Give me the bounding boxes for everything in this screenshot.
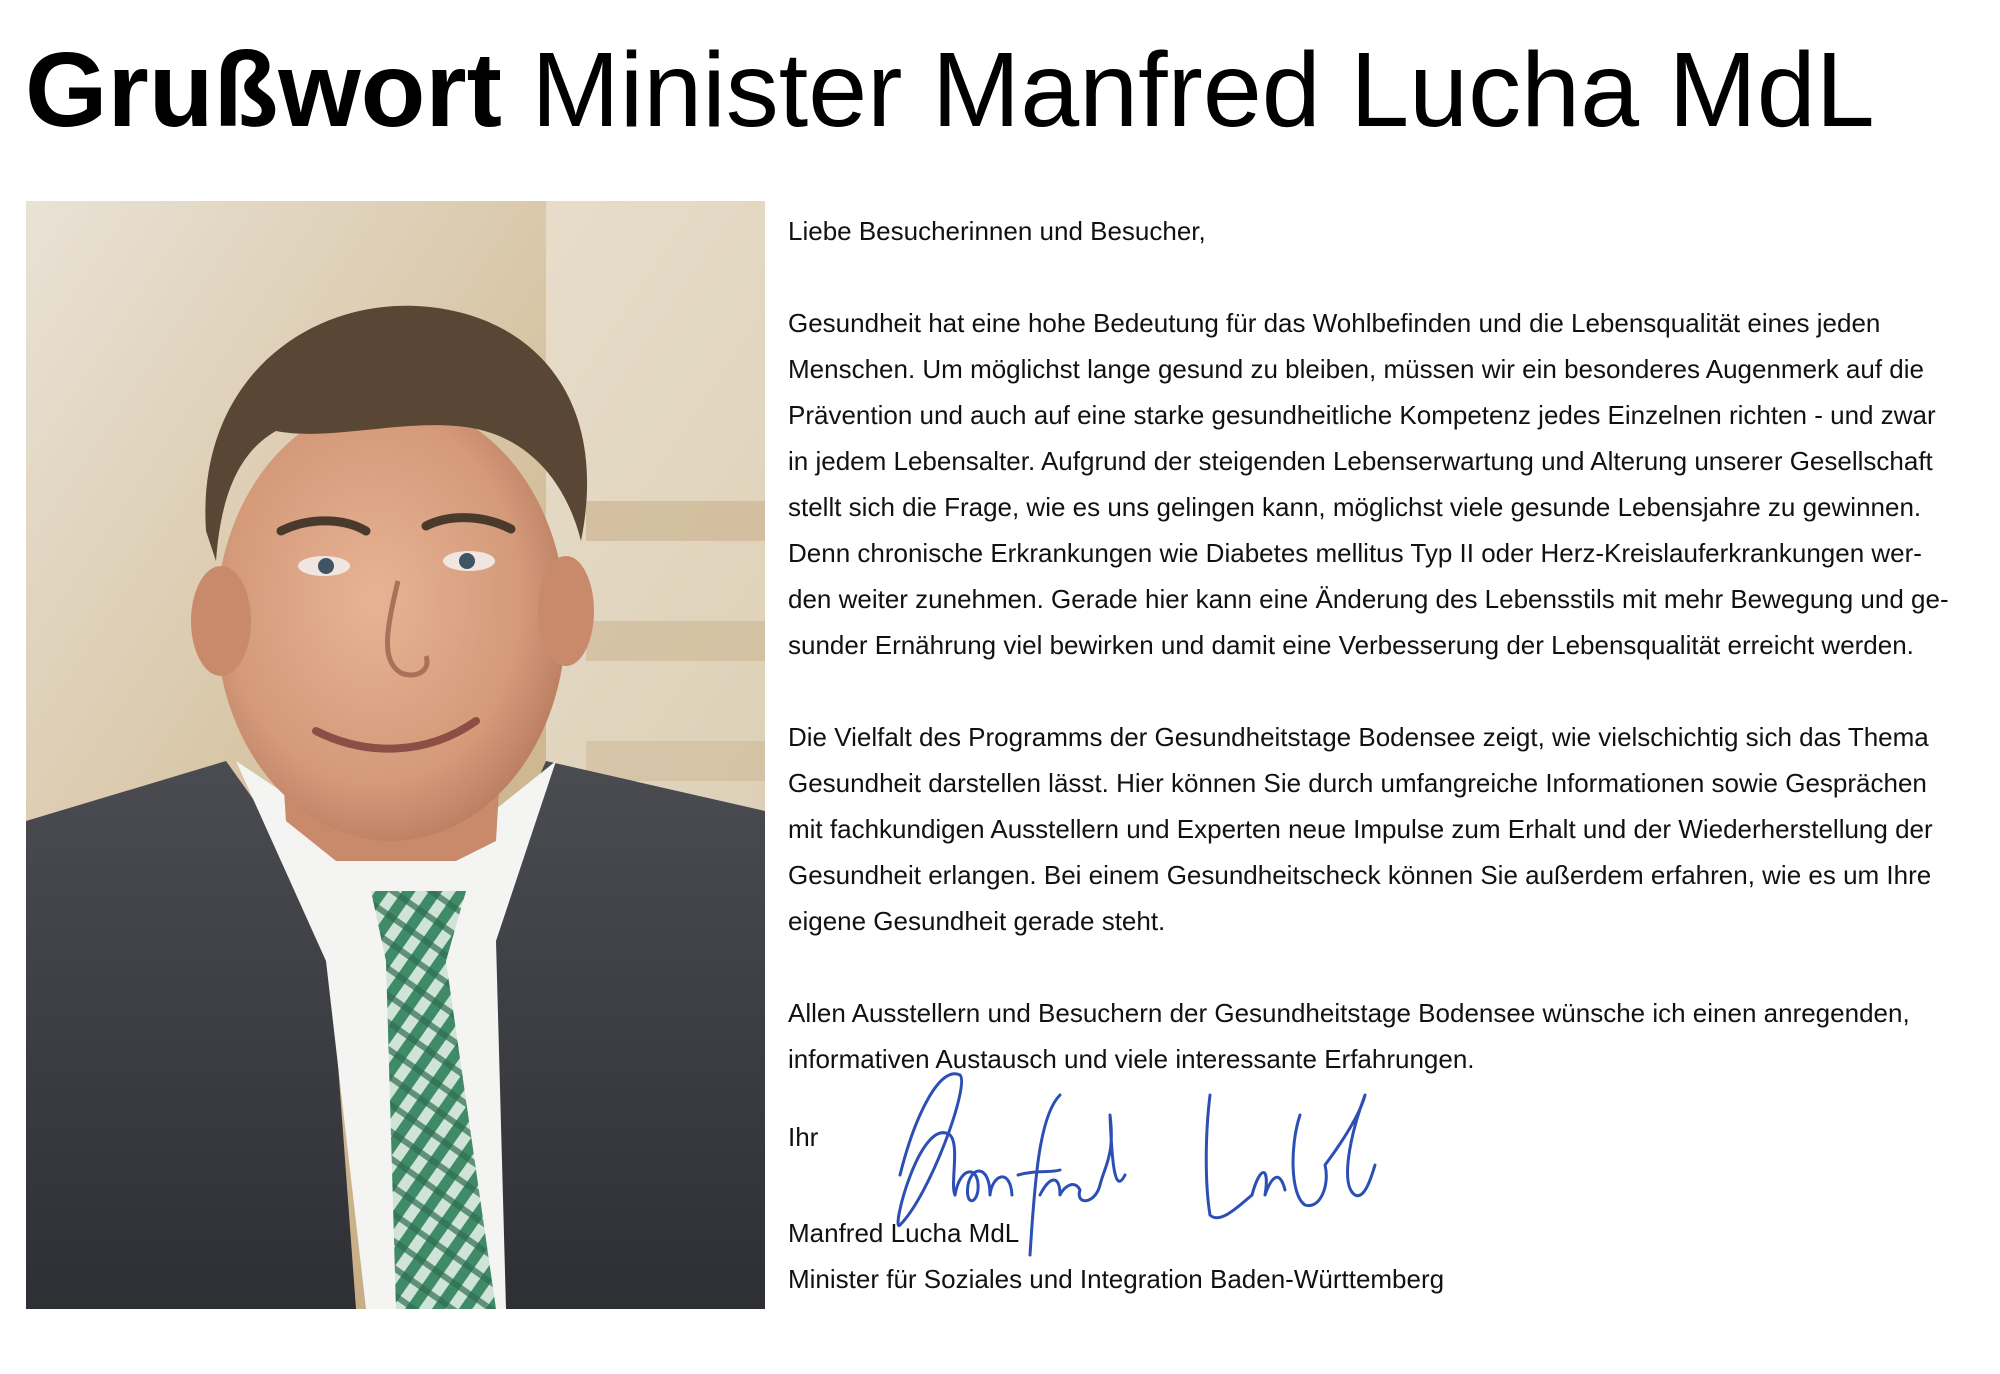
- paragraph-spacer: [788, 944, 1983, 990]
- paragraph-spacer: [788, 668, 1983, 714]
- paragraph-line: mit fachkundigen Ausstellern und Experten neue Impulse zum Erhalt und der Wiederherstellung der: [788, 814, 1933, 844]
- page-title: [25, 30, 1875, 150]
- signatory-role: Minister für Soziales und Integration Baden-Württemberg: [788, 1264, 1445, 1294]
- paragraph-line: sunder Ernährung viel bewirken und damit eine Verbesserung der Lebensqualität erreicht werden.: [788, 630, 1914, 660]
- paragraph-line: stellt sich die Frage, wie es uns gelingen kann, möglichst viele gesunde Lebensjahre zu gewinnen.: [788, 492, 1922, 522]
- greeting: Liebe Besucherinnen und Besucher,: [788, 216, 1206, 246]
- paragraph-line: Allen Ausstellern und Besuchern der Gesundheitstage Bodensee wünsche ich einen anregenden,: [788, 998, 1910, 1028]
- paragraph-line: informativen Austausch und viele interessante Erfahrungen.: [788, 1044, 1475, 1074]
- page-title-bold: Grußwort: [25, 31, 502, 149]
- paragraph-health-importance: [788, 300, 1983, 668]
- paragraph-line: in jedem Lebensalter. Aufgrund der steigenden Lebenserwartung und Alterung unserer Gesellschaft: [788, 446, 1933, 476]
- paragraph-line: Menschen. Um möglichst lange gesund zu bleiben, müssen wir ein besonderes Augenmerk auf die: [788, 354, 1924, 384]
- paragraph-line: Gesundheit darstellen lässt. Hier können Sie durch umfangreiche Informationen sowie Gesprächen: [788, 768, 1927, 798]
- paragraph-line: Die Vielfalt des Programms der Gesundheitstage Bodensee zeigt, wie vielschichtig sich das Thema: [788, 722, 1929, 752]
- paragraph-spacer: [788, 254, 1983, 300]
- signatory-name: Manfred Lucha MdL: [788, 1218, 1020, 1248]
- paragraph-program-variety: [788, 714, 1983, 944]
- page-title-rest: Minister Manfred Lucha MdL: [501, 31, 1875, 149]
- paragraph-line: den weiter zunehmen. Gerade hier kann eine Änderung des Lebensstils mit mehr Bewegung und ge-: [788, 584, 1949, 614]
- paragraph-line: Prävention und auch auf eine starke gesundheitliche Kompetenz jedes Einzelnen richten - und zwar: [788, 400, 1936, 430]
- paragraph-line: Gesundheit erlangen. Bei einem Gesundheitscheck können Sie außerdem erfahren, wie es um Ihre: [788, 860, 1932, 890]
- letter-body: [788, 208, 1983, 1082]
- portrait-illustration: [26, 201, 765, 1309]
- portrait-photo: [26, 201, 765, 1309]
- paragraph-line: Gesundheit hat eine hohe Bedeutung für das Wohlbefinden und die Lebensqualität eines jeden: [788, 308, 1881, 338]
- paragraph-line: Denn chronische Erkrankungen wie Diabetes mellitus Typ II oder Herz-Kreislauferkrankungen wer-: [788, 538, 1922, 568]
- paragraph-line: eigene Gesundheit gerade steht.: [788, 906, 1166, 936]
- closing: Ihr: [788, 1122, 819, 1152]
